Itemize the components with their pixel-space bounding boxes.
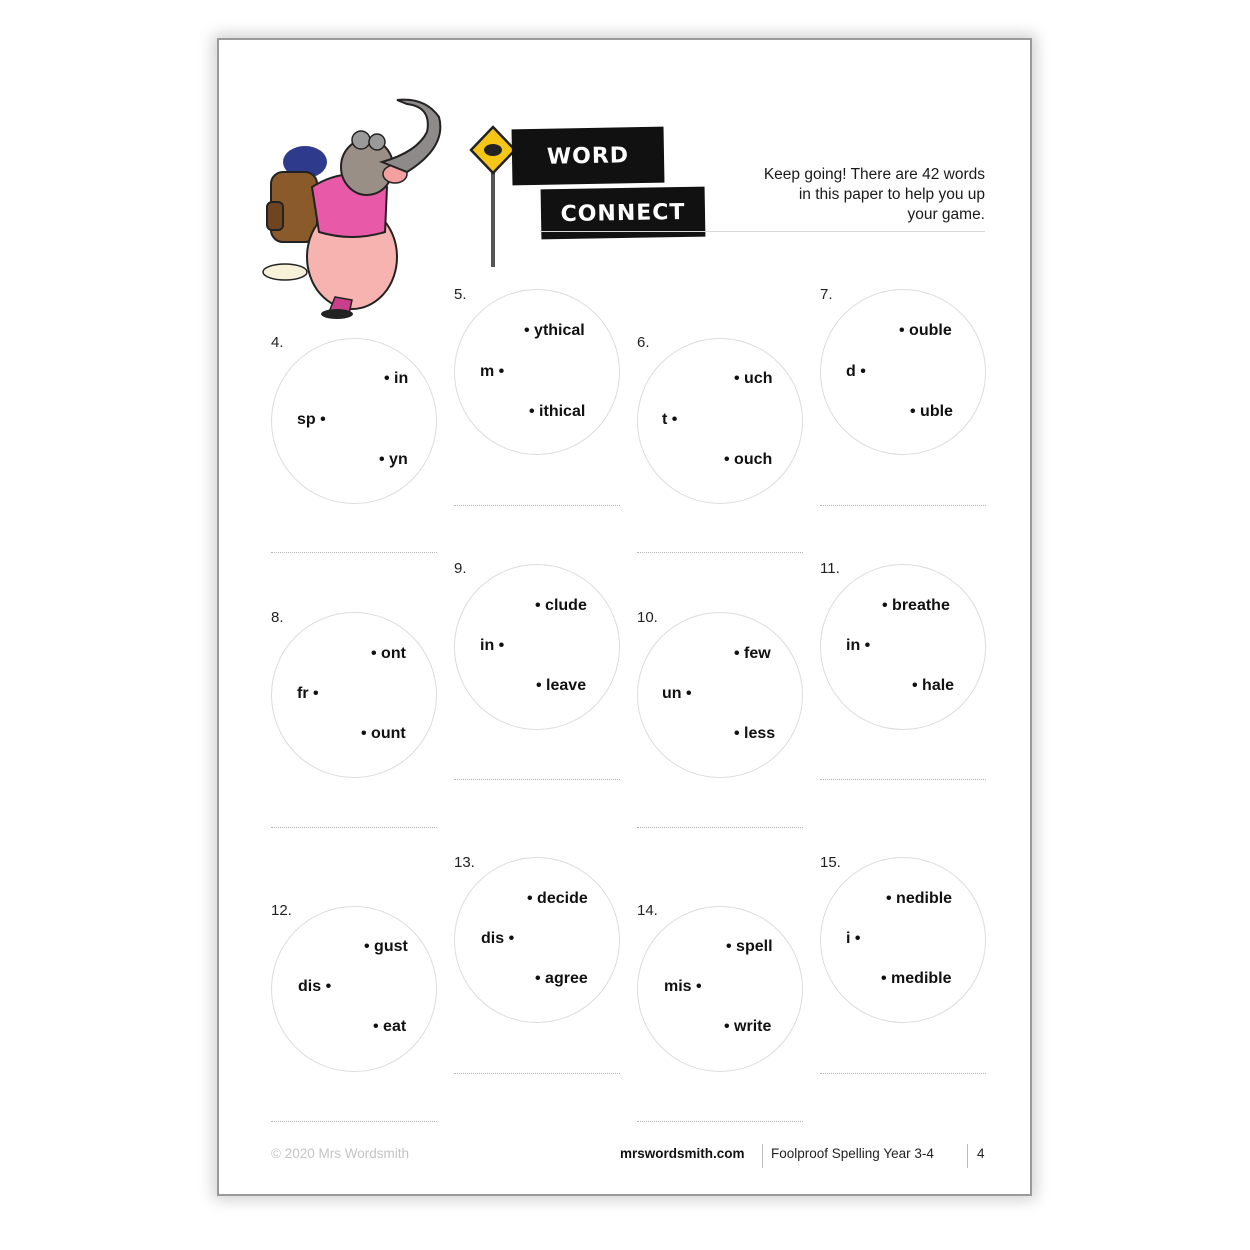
intro-divider bbox=[540, 231, 985, 232]
ending-bottom[interactable]: • hale bbox=[912, 677, 955, 694]
ending-top[interactable]: • in bbox=[384, 370, 409, 387]
intro-line: Keep going! There are 42 words bbox=[763, 166, 985, 183]
title-word: WORD bbox=[512, 127, 665, 186]
word-stem[interactable]: fr • bbox=[297, 685, 319, 702]
footer-divider bbox=[967, 1144, 968, 1168]
word-circle bbox=[454, 564, 620, 730]
ending-bottom[interactable]: • medible bbox=[881, 970, 952, 987]
question-number: 4. bbox=[271, 334, 284, 351]
word-stem[interactable]: un • bbox=[662, 685, 692, 702]
word-stem[interactable]: i • bbox=[846, 930, 861, 947]
ending-top[interactable]: • gust bbox=[364, 938, 408, 955]
ending-bottom[interactable]: • less bbox=[734, 725, 776, 742]
ending-bottom[interactable]: • ithical bbox=[529, 403, 586, 420]
answer-line[interactable] bbox=[454, 779, 620, 780]
ending-top[interactable]: • clude bbox=[535, 597, 587, 614]
question-number: 15. bbox=[820, 854, 841, 871]
question-number: 6. bbox=[637, 334, 650, 351]
ending-bottom[interactable]: • write bbox=[724, 1018, 772, 1035]
ending-top[interactable]: • breathe bbox=[882, 597, 950, 614]
question-number: 12. bbox=[271, 902, 292, 919]
ending-top[interactable]: • nedible bbox=[886, 890, 953, 907]
ending-bottom[interactable]: • uble bbox=[910, 403, 953, 420]
answer-line[interactable] bbox=[820, 505, 986, 506]
hiker-mascot-illustration bbox=[257, 92, 527, 322]
answer-line[interactable] bbox=[820, 1073, 986, 1074]
answer-line[interactable] bbox=[454, 1073, 620, 1074]
answer-line[interactable] bbox=[271, 552, 437, 553]
word-stem[interactable]: in • bbox=[846, 637, 871, 654]
word-stem[interactable]: dis • bbox=[481, 930, 515, 947]
answer-line[interactable] bbox=[637, 827, 803, 828]
word-circle bbox=[454, 289, 620, 455]
page-number: 4 bbox=[977, 1146, 985, 1161]
ending-top[interactable]: • ythical bbox=[524, 322, 585, 339]
title-connect: CONNECT bbox=[541, 187, 706, 240]
word-circle bbox=[271, 338, 437, 504]
ending-top[interactable]: • spell bbox=[726, 938, 773, 955]
word-circle bbox=[820, 857, 986, 1023]
question-number: 13. bbox=[454, 854, 475, 871]
word-circle bbox=[637, 906, 803, 1072]
answer-line[interactable] bbox=[637, 552, 803, 553]
answer-line[interactable] bbox=[454, 505, 620, 506]
ending-bottom[interactable]: • ount bbox=[361, 725, 406, 742]
ending-bottom[interactable]: • leave bbox=[536, 677, 587, 694]
question-number: 10. bbox=[637, 609, 658, 626]
question-number: 8. bbox=[271, 609, 284, 626]
ending-top[interactable]: • uch bbox=[734, 370, 773, 387]
copyright-text: © 2020 Mrs Wordsmith bbox=[271, 1146, 409, 1161]
word-circle bbox=[820, 289, 986, 455]
answer-line[interactable] bbox=[820, 779, 986, 780]
answer-line[interactable] bbox=[271, 827, 437, 828]
answer-line[interactable] bbox=[637, 1121, 803, 1122]
word-circle bbox=[820, 564, 986, 730]
word-circle bbox=[271, 906, 437, 1072]
question-number: 5. bbox=[454, 286, 467, 303]
word-stem[interactable]: sp • bbox=[297, 411, 326, 428]
ending-bottom[interactable]: • eat bbox=[373, 1018, 407, 1035]
word-stem[interactable]: m • bbox=[480, 363, 505, 380]
footer-divider bbox=[762, 1144, 763, 1168]
answer-line[interactable] bbox=[271, 1121, 437, 1122]
question-number: 11. bbox=[820, 560, 840, 577]
question-number: 14. bbox=[637, 902, 658, 919]
ending-bottom[interactable]: • ouch bbox=[724, 451, 773, 468]
website-link[interactable]: mrswordsmith.com bbox=[620, 1146, 745, 1161]
ending-top[interactable]: • ont bbox=[371, 645, 406, 662]
word-circle bbox=[454, 857, 620, 1023]
question-number: 9. bbox=[454, 560, 467, 577]
ending-bottom[interactable]: • agree bbox=[535, 970, 588, 987]
ending-top[interactable]: • ouble bbox=[899, 322, 952, 339]
intro-line: in this paper to help you up bbox=[798, 186, 985, 203]
question-number: 7. bbox=[820, 286, 833, 303]
word-stem[interactable]: t • bbox=[662, 411, 678, 428]
word-stem[interactable]: d • bbox=[846, 363, 866, 380]
intro-text bbox=[700, 165, 985, 225]
word-stem[interactable]: mis • bbox=[664, 978, 702, 995]
word-stem[interactable]: dis • bbox=[298, 978, 332, 995]
word-stem[interactable]: in • bbox=[480, 637, 505, 654]
word-circle bbox=[271, 612, 437, 778]
book-title: Foolproof Spelling Year 3-4 bbox=[771, 1146, 934, 1161]
ending-top[interactable]: • decide bbox=[527, 890, 588, 907]
ending-top[interactable]: • few bbox=[734, 645, 771, 662]
ending-bottom[interactable]: • yn bbox=[379, 451, 408, 468]
intro-line: your game. bbox=[907, 206, 985, 223]
